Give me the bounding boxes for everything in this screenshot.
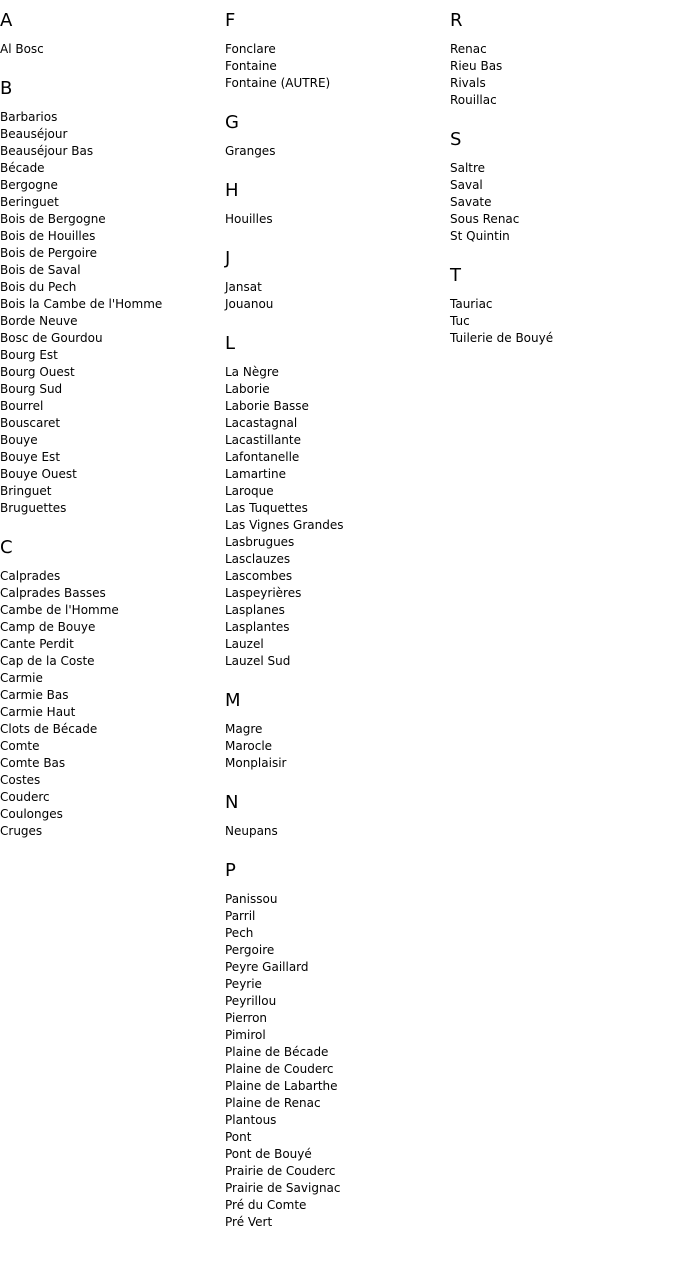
place-name: St Quintin: [450, 229, 510, 243]
place-name: Neupans: [225, 824, 278, 838]
place-name: Bouscaret: [0, 416, 61, 430]
place-name: Costes: [0, 773, 41, 787]
place-name: Carmie Bas: [0, 688, 69, 702]
place-list: [225, 143, 450, 160]
place-name: Carmie Haut: [0, 705, 76, 719]
place-name: Laborie: [225, 382, 270, 396]
place-name: Comte Bas: [0, 756, 66, 770]
place-name: Jansat: [225, 280, 262, 294]
place-name: Tuilerie de Bouyé: [450, 331, 554, 345]
place-name: Bouye Est: [0, 450, 61, 464]
place-name: Fontaine (AUTRE): [225, 76, 331, 90]
letter-group: [450, 10, 675, 109]
place-list: [450, 41, 675, 109]
place-name: Las Vignes Grandes: [225, 518, 344, 532]
place-name: Laspeyrières: [225, 586, 302, 600]
place-name: Jouanou: [225, 297, 274, 311]
place-list: [0, 41, 225, 58]
place-name: Pré Vert: [225, 1215, 273, 1229]
place-list: [450, 296, 675, 347]
place-name: Bourrel: [0, 399, 44, 413]
place-name: Bosc de Gourdou: [0, 331, 103, 345]
place-name: Pont de Bouyé: [225, 1147, 312, 1161]
place-name: Marocle: [225, 739, 273, 753]
letter-heading: M: [225, 690, 241, 711]
place-name: Bringuet: [0, 484, 52, 498]
place-name: Bourg Ouest: [0, 365, 75, 379]
place-name: Bécade: [0, 161, 45, 175]
place-name: Plaine de Labarthe: [225, 1079, 338, 1093]
place-name: Pré du Comte: [225, 1198, 307, 1212]
place-name: Plantous: [225, 1113, 277, 1127]
place-name: Panissou: [225, 892, 278, 906]
place-name: Pont: [225, 1130, 252, 1144]
place-name: Plaine de Couderc: [225, 1062, 334, 1076]
index-column: [225, 0, 450, 1251]
place-list: [0, 568, 225, 840]
letter-group: [225, 690, 450, 772]
place-name: Cante Perdit: [0, 637, 74, 651]
place-name: Savate: [450, 195, 492, 209]
place-name: Lasplantes: [225, 620, 290, 634]
letter-group: [225, 10, 450, 92]
place-name: Lacastagnal: [225, 416, 298, 430]
place-name: Bourg Est: [0, 348, 58, 362]
place-name: Cap de la Coste: [0, 654, 95, 668]
place-name: Comte: [0, 739, 40, 753]
place-name: Cruges: [0, 824, 43, 838]
place-name: Plaine de Renac: [225, 1096, 321, 1110]
letter-group: [225, 112, 450, 160]
letter-group: [225, 180, 450, 228]
place-name: Bois de Pergoire: [0, 246, 98, 260]
place-name: Saltre: [450, 161, 486, 175]
place-name: Couderc: [0, 790, 50, 804]
place-name: Lacastillante: [225, 433, 301, 447]
place-name: Peyrie: [225, 977, 262, 991]
place-name: Parril: [225, 909, 256, 923]
place-name: Peyrillou: [225, 994, 277, 1008]
place-name: Bois de Saval: [0, 263, 81, 277]
place-name: Coulonges: [0, 807, 63, 821]
place-name: Rieu Bas: [450, 59, 503, 73]
place-name: Camp de Bouye: [0, 620, 96, 634]
place-name: Fontaine: [225, 59, 277, 73]
place-name: Beauséjour: [0, 127, 68, 141]
place-name: Tuc: [450, 314, 470, 328]
place-name: Renac: [450, 42, 487, 56]
letter-group: [0, 10, 225, 58]
letter-heading: T: [450, 265, 461, 286]
letter-heading: J: [225, 248, 231, 269]
place-list: [225, 364, 450, 670]
place-name: Saval: [450, 178, 483, 192]
place-name: Bouye Ouest: [0, 467, 77, 481]
place-name: Rouillac: [450, 93, 497, 107]
letter-group: [0, 537, 225, 840]
place-name: Al Bosc: [0, 42, 44, 56]
place-name: Magre: [225, 722, 263, 736]
place-name: Calprades Basses: [0, 586, 106, 600]
place-name: Monplaisir: [225, 756, 287, 770]
place-name: Carmie: [0, 671, 43, 685]
place-name: Prairie de Savignac: [225, 1181, 341, 1195]
place-name: La Nègre: [225, 365, 279, 379]
letter-heading: L: [225, 333, 236, 354]
place-name: Bourg Sud: [0, 382, 63, 396]
letter-heading: C: [0, 537, 13, 558]
letter-heading: F: [225, 10, 236, 31]
place-name: Pierron: [225, 1011, 268, 1025]
place-name: Bois de Houilles: [0, 229, 96, 243]
place-name: Lamartine: [225, 467, 287, 481]
letter-group: [450, 265, 675, 347]
place-list: [225, 41, 450, 92]
place-name: Plaine de Bécade: [225, 1045, 329, 1059]
place-name: Pimirol: [225, 1028, 266, 1042]
place-name: Lauzel: [225, 637, 264, 651]
letter-heading: G: [225, 112, 239, 133]
place-name: Lauzel Sud: [225, 654, 291, 668]
letter-group: [225, 860, 450, 1231]
letter-heading: S: [450, 129, 462, 150]
place-name: Clots de Bécade: [0, 722, 98, 736]
place-name: Houilles: [225, 212, 273, 226]
place-name: Borde Neuve: [0, 314, 78, 328]
place-name: Sous Renac: [450, 212, 520, 226]
place-name: Lasbrugues: [225, 535, 295, 549]
place-name: Beringuet: [0, 195, 59, 209]
place-name: Lascombes: [225, 569, 293, 583]
letter-group: [225, 333, 450, 670]
place-name: Barbarios: [0, 110, 58, 124]
place-name: Peyre Gaillard: [225, 960, 309, 974]
place-name: Bois du Pech: [0, 280, 77, 294]
place-name: Calprades: [0, 569, 61, 583]
place-name: Laroque: [225, 484, 274, 498]
place-name: Rivals: [450, 76, 486, 90]
index-column: [0, 0, 225, 1251]
place-name: Bouye: [0, 433, 38, 447]
place-name: Lasclauzes: [225, 552, 291, 566]
place-name: Bois la Cambe de l'Homme: [0, 297, 163, 311]
place-list: [225, 823, 450, 840]
letter-group: [225, 792, 450, 840]
place-list: [0, 109, 225, 517]
place-list: [225, 721, 450, 772]
place-list: [225, 891, 450, 1231]
place-name: Pech: [225, 926, 254, 940]
letter-heading: B: [0, 78, 13, 99]
letter-heading: H: [225, 180, 239, 201]
letter-heading: N: [225, 792, 239, 813]
letter-group: [450, 129, 675, 245]
index-column: [450, 0, 675, 1251]
letter-group: [0, 78, 225, 517]
place-name: Fonclare: [225, 42, 276, 56]
place-name: Cambe de l'Homme: [0, 603, 119, 617]
place-name: Beauséjour Bas: [0, 144, 94, 158]
place-name: Lafontanelle: [225, 450, 300, 464]
place-name: Bois de Bergogne: [0, 212, 106, 226]
place-name: Pergoire: [225, 943, 275, 957]
place-name: Granges: [225, 144, 276, 158]
letter-heading: R: [450, 10, 463, 31]
place-name: Tauriac: [450, 297, 493, 311]
place-list: [225, 279, 450, 313]
letter-group: [225, 248, 450, 313]
place-list: [225, 211, 450, 228]
place-name: Prairie de Couderc: [225, 1164, 336, 1178]
place-name: Las Tuquettes: [225, 501, 308, 515]
place-name: Laborie Basse: [225, 399, 309, 413]
place-name: Bruguettes: [0, 501, 67, 515]
letter-heading: A: [0, 10, 13, 31]
place-name: Lasplanes: [225, 603, 285, 617]
place-list: [450, 160, 675, 245]
place-name: Bergogne: [0, 178, 58, 192]
letter-heading: P: [225, 860, 236, 881]
